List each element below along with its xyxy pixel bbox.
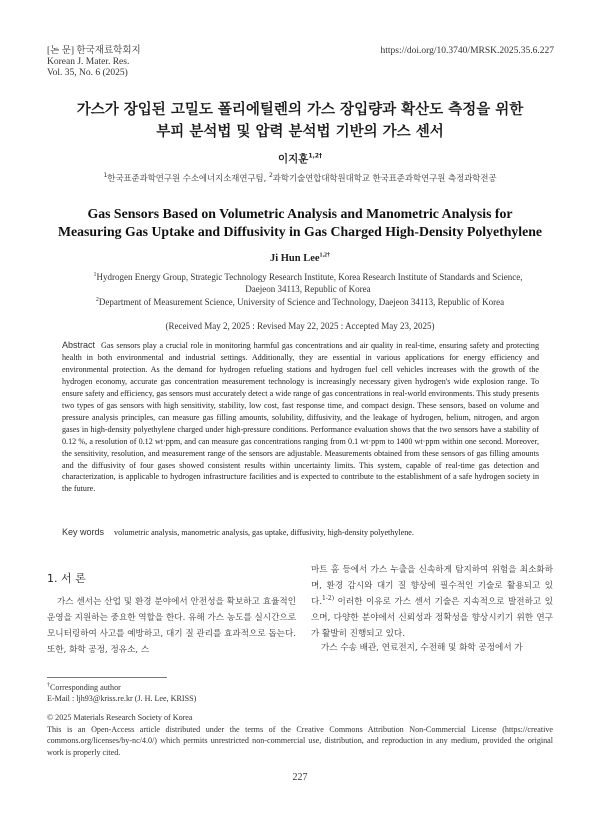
citation-sup: 1-2) bbox=[322, 595, 335, 603]
right-column-paragraph-2: 가스 수송 배관, 연료전지, 수전해 및 화학 공정에서 가 bbox=[321, 643, 523, 653]
section-heading-introduction: 1. 서 론 bbox=[47, 572, 86, 585]
title-korean-line2: 부피 분석법 및 압력 분석법 기반의 가스 센서 bbox=[156, 124, 444, 140]
footnote-dagger: † bbox=[47, 682, 50, 689]
author-korean-sup: 1,2† bbox=[308, 152, 323, 160]
affil-ko-text2: 과학기술연합대학원대학교 한국표준과학연구원 측정과학전공 bbox=[272, 173, 497, 183]
author-korean-name: 이지훈 bbox=[277, 153, 309, 165]
footnote-line1: Corresponding author bbox=[50, 683, 121, 692]
abstract bbox=[62, 340, 539, 495]
received-dates: (Received May 2, 2025 : Revised May 22, 2025 : Accepted May 23, 2025) bbox=[165, 321, 435, 331]
footnote-email: E-Mail : ljh93@kriss.re.kr (J. H. Lee, KRISS) bbox=[47, 694, 197, 703]
left-column-paragraph: 가스 센서는 산업 및 환경 분야에서 안전성을 확보하고 효율적인 운영을 지원하는 중요한 역할을 한다. 유해 가스 농도를 실시간으로 모니터링하여 사고를 예방하고, 대기 질 관리를 효과적으로 돕는다. 또한, 화학 공정, 정유소, 스 bbox=[47, 597, 296, 655]
right-column-paragraph-1 bbox=[311, 562, 553, 642]
author-english bbox=[0, 253, 600, 264]
affil-en-sup2: 2 bbox=[95, 297, 99, 303]
keywords bbox=[62, 527, 539, 537]
footnote bbox=[47, 682, 196, 704]
footnote-divider bbox=[47, 677, 167, 678]
affil-en-line1b: Daejeon 34113, Republic of Korea bbox=[245, 284, 371, 294]
journal-name-ko: [논 문] 한국재료학회지 bbox=[47, 46, 141, 56]
right-para1-a: 마트 홈 등에서 가스 누출을 신속하게 탐지하여 위험을 최소화하며, 환경 감시와 대기 질 향상에 필수적인 기술로 활용되고 있다. bbox=[311, 565, 553, 607]
keywords-text: volumetric analysis, manometric analysis, gas uptake, diffusivity, high-density polyethylene. bbox=[114, 528, 414, 537]
author-korean bbox=[0, 151, 600, 166]
author-english-sup: 1,2† bbox=[319, 252, 331, 259]
affil-en-sup1: 1 bbox=[93, 272, 97, 278]
journal-name-en: Korean J. Mater. Res. bbox=[47, 57, 130, 67]
affiliation-english-1 bbox=[58, 271, 558, 295]
affil-ko-text1: 한국표준과학연구원 수소에너지소재연구팀, bbox=[107, 173, 269, 183]
page-number: 227 bbox=[292, 772, 308, 783]
title-english-line2: Measuring Gas Uptake and Diffusivity in Gas Charged High-Density Polyethylene bbox=[57, 224, 543, 239]
affil-en-line2: Department of Measurement Science, University of Science and Technology, Daejeon 34113, Republic of Korea bbox=[98, 297, 505, 307]
right-para1-b: 이러한 이유로 가스 센서 기술은 지속적으로 발전하고 있으며, 다양한 분야에서 신뢰성과 정확성을 향상시키기 위한 연구가 활발히 진행되고 있다. bbox=[311, 597, 553, 639]
abstract-label: Abstract bbox=[62, 340, 96, 350]
keywords-label: Key words bbox=[62, 527, 105, 537]
license-notice bbox=[47, 712, 553, 758]
title-korean-line1: 가스가 장입된 고밀도 폴리에틸렌의 가스 장입량과 확산도 측정을 위한 bbox=[76, 102, 524, 118]
abstract-text: Gas sensors play a crucial role in monitoring harmful gas concentrations and air quality in real-time, ensuring safety and protecting health in both environmental and industrial settings. Additionally, they are essential in various applications for energy efficiency and environmental protection. As the demand for hydrogen refueling stations and hydrogen fuel cell vehicles increases with the growth of the hydrogen economy, accurate gas concentration measurement technology is increasingly necessary given hydrogen's wide explosion range. To ensure safety and efficiency, gas sensors must accurately detect a wide range of gas concentrations in real-world environments. This study presents two types of gas sensors with high sensitivity, stability, low cost, fast response time, and compact design. These sensors, based on volume and pressure analysis principles, can measure gas filling amounts, solubility, diffusivity, and the leakage of hydrogen, helium, nitrogen, and argon gases in high-density polyethylene charged under high-pressure conditions. Performance evaluation shows that the two sensors have a stability of 0.12 %, a resolution of 0.12 wt·ppm, and can measure gas concentrations ranging from 0.1 wt·ppm to 1400 wt·ppm within one second. Moreover, the sensitivity, resolution, and measurement range of the sensors are adjustable. Measurements obtained from these sensors of gas filling amounts and the diffusivity of four gases showed consistent results within uncertainty limits. This system, capable of real-time gas detection and characterization, is applicable to hydrogen infrastructure facilities and is expected to contribute to the establishment of a safe hydrogen society in the future. bbox=[62, 341, 539, 494]
affiliation-korean bbox=[0, 172, 600, 184]
affil-en-line1: Hydrogen Energy Group, Strategic Technology Research Institute, Korea Research Institute of Standards and Science, bbox=[96, 272, 523, 282]
affil-ko-sup1: 1 bbox=[103, 172, 108, 180]
affiliation-english-2 bbox=[40, 296, 560, 308]
affil-ko-sup2: 2 bbox=[268, 172, 273, 180]
author-english-name: Ji Hun Lee bbox=[269, 253, 320, 264]
title-english-line1: Gas Sensors Based on Volumetric Analysis and Manometric Analysis for bbox=[87, 206, 513, 221]
license-text: This is an Open-Access article distributed under the terms of the Creative Commons Attribution Non-Commercial License (https://creative commons.org/licenses/by-nc/4.0/) which permits unrestricted non-commercial use, distribution, and reproduction in any medium, provided the original work is properly cited. bbox=[47, 724, 553, 757]
copyright-line: © 2025 Materials Research Society of Korea bbox=[47, 713, 193, 722]
title-korean bbox=[0, 99, 600, 143]
doi-link[interactable]: https://doi.org/10.3740/MRSK.2025.35.6.227 bbox=[380, 46, 554, 56]
journal-volume: Vol. 35, No. 6 (2025) bbox=[47, 68, 128, 78]
title-english bbox=[0, 205, 600, 241]
journal-header bbox=[47, 46, 141, 79]
